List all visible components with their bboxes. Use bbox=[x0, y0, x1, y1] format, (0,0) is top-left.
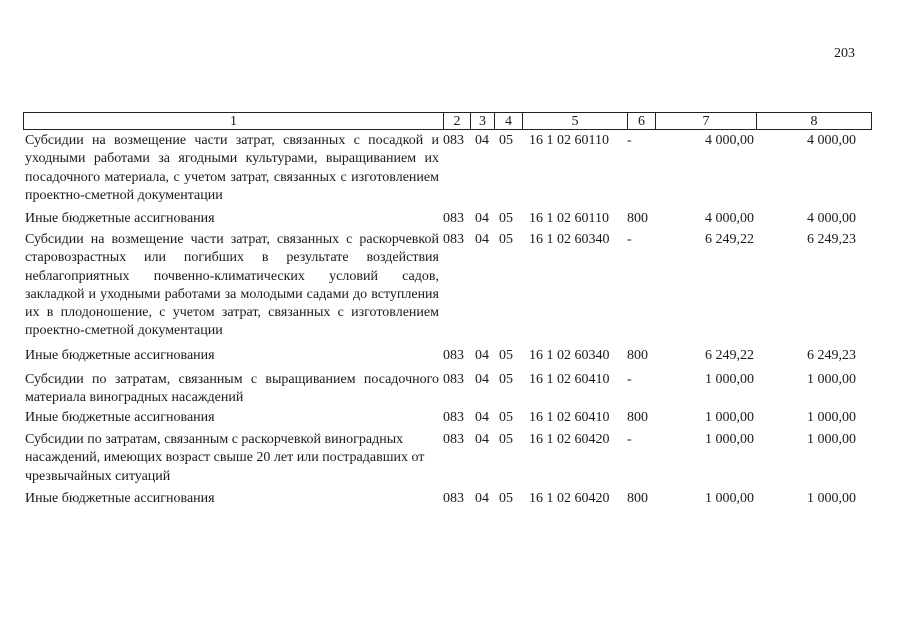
row-amount-col8: 1 000,00 bbox=[807, 491, 856, 506]
row-section: 04 bbox=[475, 348, 489, 363]
row-section: 04 bbox=[475, 491, 489, 506]
row-section: 04 bbox=[475, 410, 489, 425]
row-description: Иные бюджетные ассигнования bbox=[25, 348, 215, 363]
row-ministry-code: 083 bbox=[443, 491, 464, 506]
row-expense-type: 800 bbox=[627, 410, 648, 425]
row-description: Иные бюджетные ассигнования bbox=[25, 211, 215, 226]
row-target-article: 16 1 02 60410 bbox=[529, 372, 610, 387]
row-description: Субсидии по затратам, связанным с выращиванием посадочного материала виноградных насаждений bbox=[25, 372, 439, 406]
header-col-1: 1 bbox=[230, 114, 237, 129]
row-amount-col7: 4 000,00 bbox=[705, 133, 754, 148]
row-amount-col7: 4 000,00 bbox=[705, 211, 754, 226]
row-section: 04 bbox=[475, 133, 489, 148]
row-target-article: 16 1 02 60340 bbox=[529, 348, 610, 363]
row-subsection: 05 bbox=[499, 348, 513, 363]
row-amount-col8: 1 000,00 bbox=[807, 410, 856, 425]
row-expense-type: - bbox=[627, 372, 632, 387]
header-col-6: 6 bbox=[627, 113, 655, 129]
header-col-7: 7 bbox=[655, 113, 756, 129]
header-col-8: 8 bbox=[756, 113, 871, 129]
row-subsection: 05 bbox=[499, 410, 513, 425]
page-number: 203 bbox=[834, 46, 855, 61]
row-description: Субсидии по затратам, связанным с раскорчевкой виноградных насаждений, имеющих возраст свыше 20 лет или пострадавших от чрезвычайных ситуаций bbox=[25, 432, 425, 484]
row-amount-col8: 6 249,23 bbox=[807, 232, 856, 247]
row-description: Субсидии на возмещение части затрат, связанных с раскорчевкой старовозрастных или погибших в результате воздействия неблагоприятных почвенно-климатических условий садов, закладкой и уходными работами за молодыми садами до вступления их в плодоношение, с учетом затрат, связанных с изготовлением проектно-сметной документации bbox=[25, 232, 439, 339]
row-description: Иные бюджетные ассигнования bbox=[25, 410, 215, 425]
row-amount-col7: 1 000,00 bbox=[705, 491, 754, 506]
row-target-article: 16 1 02 60420 bbox=[529, 491, 610, 506]
row-ministry-code: 083 bbox=[443, 372, 464, 387]
row-target-article: 16 1 02 60110 bbox=[529, 211, 609, 226]
row-amount-col8: 4 000,00 bbox=[807, 133, 856, 148]
row-subsection: 05 bbox=[499, 133, 513, 148]
row-subsection: 05 bbox=[499, 232, 513, 247]
row-amount-col8: 1 000,00 bbox=[807, 372, 856, 387]
row-amount-col8: 1 000,00 bbox=[807, 432, 856, 447]
row-expense-type: - bbox=[627, 133, 632, 148]
row-subsection: 05 bbox=[499, 491, 513, 506]
row-subsection: 05 bbox=[499, 432, 513, 447]
row-amount-col8: 6 249,23 bbox=[807, 348, 856, 363]
row-ministry-code: 083 bbox=[443, 348, 464, 363]
row-expense-type: - bbox=[627, 232, 632, 247]
row-subsection: 05 bbox=[499, 372, 513, 387]
row-amount-col8: 4 000,00 bbox=[807, 211, 856, 226]
row-expense-type: 800 bbox=[627, 211, 648, 226]
row-section: 04 bbox=[475, 372, 489, 387]
header-col-5: 5 bbox=[522, 113, 627, 129]
row-ministry-code: 083 bbox=[443, 232, 464, 247]
row-section: 04 bbox=[475, 232, 489, 247]
row-ministry-code: 083 bbox=[443, 133, 464, 148]
row-ministry-code: 083 bbox=[443, 432, 464, 447]
row-description: Субсидии на возмещение части затрат, связанных с посадкой и уходными работами за ягодными культурами, выращиванием их посадочного материала, с учетом затрат, связанных с изготовлением проектно-сметной документации bbox=[25, 133, 439, 203]
row-ministry-code: 083 bbox=[443, 410, 464, 425]
row-amount-col7: 6 249,22 bbox=[705, 348, 754, 363]
row-target-article: 16 1 02 60340 bbox=[529, 232, 610, 247]
row-amount-col7: 1 000,00 bbox=[705, 432, 754, 447]
row-target-article: 16 1 02 60110 bbox=[529, 133, 609, 148]
row-expense-type: - bbox=[627, 432, 632, 447]
row-amount-col7: 1 000,00 bbox=[705, 372, 754, 387]
row-ministry-code: 083 bbox=[443, 211, 464, 226]
row-section: 04 bbox=[475, 211, 489, 226]
row-amount-col7: 6 249,22 bbox=[705, 232, 754, 247]
row-target-article: 16 1 02 60420 bbox=[529, 432, 610, 447]
row-section: 04 bbox=[475, 432, 489, 447]
row-expense-type: 800 bbox=[627, 491, 648, 506]
header-col-4: 4 bbox=[494, 113, 522, 129]
row-amount-col7: 1 000,00 bbox=[705, 410, 754, 425]
row-expense-type: 800 bbox=[627, 348, 648, 363]
header-col-3: 3 bbox=[470, 113, 494, 129]
header-col-2: 2 bbox=[443, 113, 470, 129]
row-description: Иные бюджетные ассигнования bbox=[25, 491, 215, 506]
row-target-article: 16 1 02 60410 bbox=[529, 410, 610, 425]
table-header bbox=[23, 112, 872, 130]
row-subsection: 05 bbox=[499, 211, 513, 226]
